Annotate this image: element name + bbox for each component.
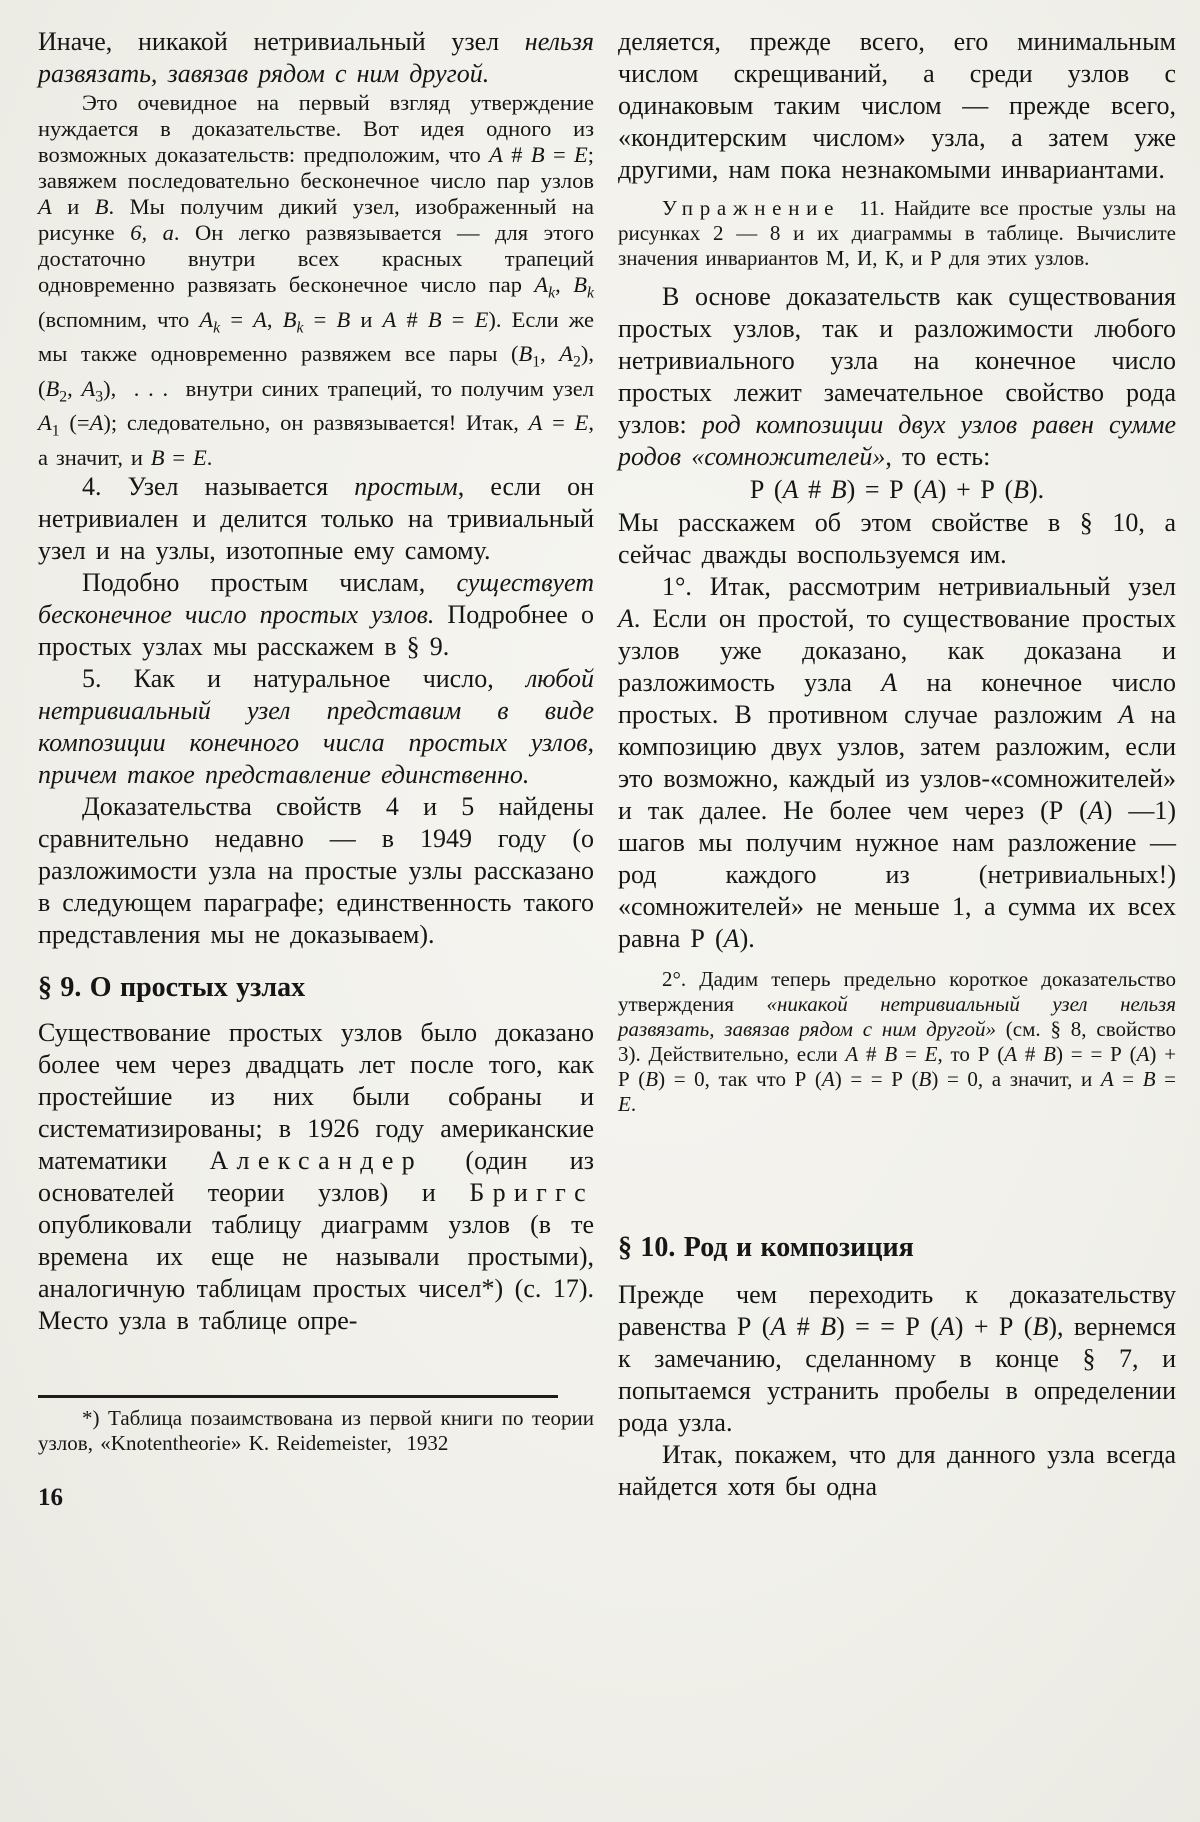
section-heading-10: § 10. Род и композиция <box>618 1232 914 1263</box>
footnote-divider <box>38 1395 558 1398</box>
paragraph-point-1-decomposition: 1°. Итак, рассмотрим нетривиальный узел A. Если он простой, то существование простых узлов уже доказано, как доказана и разложимость узла A на конечное число простых. В противном случае разложим A на композицию двух узлов, затем разложим, если это возможно, каждый из узлов-«сомножителей» и так далее. Не более чем через (Р (A) —1) шагов мы получим нужное нам разложение — род каждого из (нетривиальных!) «сомножителей» не меньше 1, а сумма их всех равна Р (A). <box>618 572 1176 953</box>
paragraph-final-incomplete: Итак, покажем, что для данного узла всегда найдется хотя бы одна <box>618 1440 1176 1501</box>
section-heading-9: § 9. О простых узлах <box>38 971 306 1003</box>
paragraph-prime-knots-infinite: Подобно простым числам, существует бесконечное число простых узлов. Подробнее о простых узлах мы расскажем в § 9. <box>38 567 594 661</box>
paragraph-proof-wild-knot: Это очевидное на первый взгляд утверждение нуждается в доказательстве. Вот идея одного из возможных доказательств: предположим, что A # B = E; завяжем последовательно бесконечное число пар узлов A и B. Мы получим дикий узел, изображенный на рисунке 6, а. Он легко развязывается — для этого достаточно внутри всех красных трапеций одновременно развязать бесконечное число пар $A_k$, $B_k$ (вспомним, что $A_k = A$, $B_k = B$ и A # B = E). Если же мы также одновременно развяжем все пары ($B_1$, $A_2$), ($B_2$, $A_3$), . . . внутри синих трапеций, то получим узел $A_1$ (=A); следовательно, он развязывается! Итак, A = E, а значит, и B = E. <box>38 90 595 470</box>
paragraph-proofs-1949: Доказательства свойств 4 и 5 найдены сравнительно недавно — в 1949 году (о разложимости узла на простые узлы рассказано в следующем параграфе; единственность такого представления мы не доказываем). <box>38 791 594 949</box>
paragraph-property-4: 4. Узел называется простым, если он нетривиален и делится только на тривиальный узел и на узлы, изотопные ему самому. <box>38 471 595 565</box>
paragraph-point-2-short-proof: 2°. Дадим теперь предельно короткое доказательство утверждения «никакой нетривиальный узел нельзя развязать, завязав рядом с ним другой» (см. § 8, свойство 3). Действительно, если A # B = E, то Р (A # B) = = Р (A) + Р (B) = 0, так что Р (A) = = Р (B) = 0, а значит, и A = B = E. <box>618 967 1177 1116</box>
paragraph-see-section-10: Мы расскажем об этом свойстве в § 10, а сейчас дважды воспользуемся им. <box>618 508 1176 569</box>
paragraph-before-proof: Прежде чем переходить к доказательству равенства Р (A # B) = = Р (A) + Р (B), вернемся к замечанию, сделанному в конце § 7, и попытаемся устранить пробелы в определении рода узла. <box>618 1280 1176 1437</box>
left-column <box>38 26 594 1512</box>
paragraph-property-3-end: Иначе, никакой нетривиальный узел нельзя развязать, завязав рядом с ним другой. <box>38 27 594 88</box>
two-column-layout <box>38 26 1176 1512</box>
paragraph-exercise-11: Упражнение 11. Найдите все простые узлы на рисунках 2 — 8 и их диаграммы в таблице. Вычислите значения инвариантов М, И, К, и Р для этих узлов. <box>618 196 1176 270</box>
page-number: 16 <box>38 1483 63 1511</box>
right-column <box>618 26 1176 1512</box>
footnote-knotentheorie: *) Таблица позаимствована из первой книги по теории узлов, «Knotentheorie» K. Reidemeister, 1932 <box>38 1405 594 1455</box>
paragraph-alexander-briggs: Существование простых узлов было доказано более чем через двадцать лет после того, как простейшие из них были собраны и систематизированы; в 1926 году американские математики Александер (один из основателей теории узлов) и Бриггс опубликовали таблицу диаграмм узлов (в те времена их еще не называли простыми), аналогичную таблицам простых чисел*) (с. 17). Место узла в таблице опре- <box>38 1017 594 1335</box>
paragraph-property-5: 5. Как и натуральное число, любой нетривиальный узел представим в виде композиции конечного числа простых узлов, причем такое представление единственно. <box>38 663 594 789</box>
paragraph-genus-property: В основе доказательств как существования простых узлов, так и разложимости любого нетривиального узла на конечное число простых лежит замечательное свойство рода узлов: род композиции двух узлов равен сумме родов «сомножителей», то есть: <box>618 282 1176 471</box>
paragraph-table-ordering: деляется, прежде всего, его минимальным числом скрещиваний, а среди узлов с одинаковым таким числом — прежде всего, «кондитерским числом» узла, а затем уже другими, нам пока незнакомыми инвариантами. <box>618 27 1176 184</box>
formula-genus-additivity: Р (A # B) = Р (A) + Р (B). <box>749 475 1045 504</box>
